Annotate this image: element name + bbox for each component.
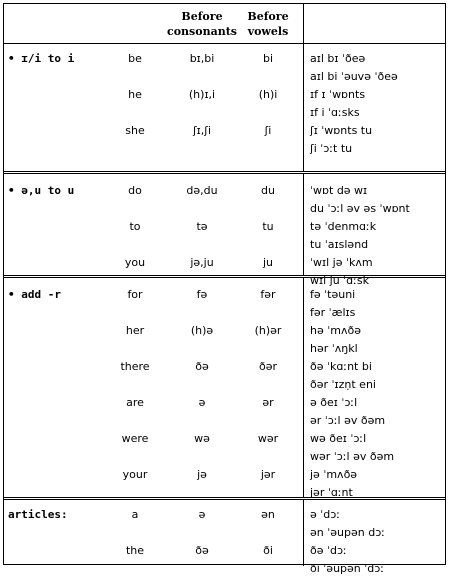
word-cell: do — [128, 184, 142, 197]
before-vowels-cell: fər — [260, 288, 276, 301]
example-transcription: fər ˈælɪs — [310, 306, 356, 319]
before-consonants-cell: də,du — [186, 184, 218, 197]
word-cell: are — [126, 396, 144, 409]
example-transcription: ˈwɒt də wɪ — [310, 184, 368, 197]
before-vowels-cell: jər — [260, 468, 276, 481]
section-1 — [4, 171, 445, 287]
section-label: • ə,u to u — [8, 184, 75, 197]
section-2 — [4, 275, 445, 500]
before-vowels-cell: ʃi — [264, 124, 272, 137]
before-vowels-cell: du — [261, 184, 275, 197]
column-divider — [303, 44, 304, 172]
before-vowels-cell: (h)i — [258, 88, 278, 101]
example-transcription: wər ˈɔːl əv ðəm — [310, 450, 395, 463]
before-consonants-cell: jə — [197, 468, 207, 481]
word-cell: were — [121, 432, 149, 445]
example-transcription: ðər ˈɪzṇt eni — [310, 378, 376, 391]
word-cell: be — [128, 52, 142, 65]
before-vowels-cell: ən — [261, 508, 275, 521]
column-divider — [303, 500, 304, 566]
before-vowels-cell: bi — [262, 52, 274, 65]
section-label: articles: — [8, 508, 68, 521]
word-cell: her — [125, 324, 145, 337]
header-before-consonants-line1: Before — [181, 10, 223, 23]
example-transcription: ɪf i ˈɑːsks — [310, 106, 360, 119]
section-label: • add -r — [8, 288, 61, 301]
example-transcription: ə ðeɪ ˈɔːl — [310, 396, 358, 409]
section-label: • ɪ/i to i — [8, 52, 75, 65]
column-divider — [303, 278, 304, 498]
example-transcription: du ˈɔːl əv əs ˈwɒnt — [310, 202, 410, 215]
before-vowels-cell: wər — [257, 432, 279, 445]
example-transcription: hər ˈʌŋkl — [310, 342, 358, 355]
word-cell: she — [125, 124, 145, 137]
example-transcription: jər ˈɑːnt — [310, 486, 353, 499]
example-transcription: aɪl bi ˈəuvə ˈðeə — [310, 70, 398, 83]
section-3 — [4, 497, 445, 575]
example-transcription: ɪf ɪ ˈwɒnts — [310, 88, 366, 101]
example-transcription: ər ˈɔːl əv ðəm — [310, 414, 386, 427]
before-consonants-cell: (h)ɪ,i — [188, 88, 216, 101]
example-transcription: ə ˈdɔː — [310, 508, 341, 521]
header-before-vowels-line1: Before — [247, 10, 289, 23]
header-column-divider — [303, 4, 304, 43]
example-transcription: ðə ˈdɔː — [310, 544, 347, 557]
before-consonants-cell: fə — [196, 288, 208, 301]
word-cell: your — [122, 468, 148, 481]
example-transcription: aɪl bɪ ˈðeə — [310, 52, 366, 65]
before-vowels-cell: ði — [263, 544, 273, 557]
before-consonants-cell: bɪ,bi — [189, 52, 215, 65]
before-consonants-cell: wə — [194, 432, 210, 445]
before-vowels-cell: ju — [262, 256, 274, 269]
example-transcription: ən ˈəupən dɔː — [310, 526, 385, 539]
example-transcription: wɪl ju ˈɑːsk — [310, 274, 369, 287]
example-transcription: tə ˈdenmɑːk — [310, 220, 377, 233]
phonetics-table — [3, 3, 446, 575]
example-transcription: ʃi ˈɔːt tu — [310, 142, 353, 155]
example-transcription: ðə ˈkɑːnt bi — [310, 360, 372, 373]
word-cell: there — [120, 360, 150, 373]
before-consonants-cell: ðə — [195, 544, 209, 557]
section-0 — [4, 43, 445, 172]
before-vowels-cell: ər — [262, 396, 274, 409]
before-consonants-cell: (h)ə — [190, 324, 214, 337]
before-vowels-cell: (h)ər — [254, 324, 282, 337]
example-transcription: hə ˈmʌðə — [310, 324, 361, 337]
example-transcription: jə ˈmʌðə — [310, 468, 358, 481]
example-transcription: ˈwɪl jə ˈkʌm — [310, 256, 373, 269]
word-cell: he — [128, 88, 142, 101]
column-divider — [303, 174, 304, 276]
example-transcription: ði ˈəupən ˈdɔː — [310, 562, 385, 575]
header-before-vowels-line2: vowels — [247, 25, 289, 38]
before-consonants-cell: ə — [198, 508, 206, 521]
before-consonants-cell: ðə — [195, 360, 209, 373]
before-vowels-cell: tu — [262, 220, 274, 233]
example-transcription: wə ðeɪ ˈɔːl — [310, 432, 367, 445]
word-cell: you — [124, 256, 146, 269]
before-consonants-cell: tə — [196, 220, 208, 233]
header-before-consonants — [164, 9, 240, 39]
word-cell: to — [129, 220, 141, 233]
example-transcription: ʃɪ ˈwɒnts tu — [310, 124, 373, 137]
table-header — [4, 4, 445, 43]
example-transcription: tu ˈaɪslənd — [310, 238, 369, 251]
before-consonants-cell: jə,ju — [190, 256, 214, 269]
before-vowels-cell: ðər — [258, 360, 278, 373]
word-cell: for — [127, 288, 143, 301]
header-before-vowels — [240, 9, 296, 39]
example-transcription: fə ˈtəuni — [310, 288, 356, 301]
before-consonants-cell: ʃɪ,ʃi — [192, 124, 212, 137]
before-consonants-cell: ə — [198, 396, 206, 409]
word-cell: the — [125, 544, 145, 557]
word-cell: a — [131, 508, 139, 521]
header-before-consonants-line2: consonants — [167, 25, 237, 38]
